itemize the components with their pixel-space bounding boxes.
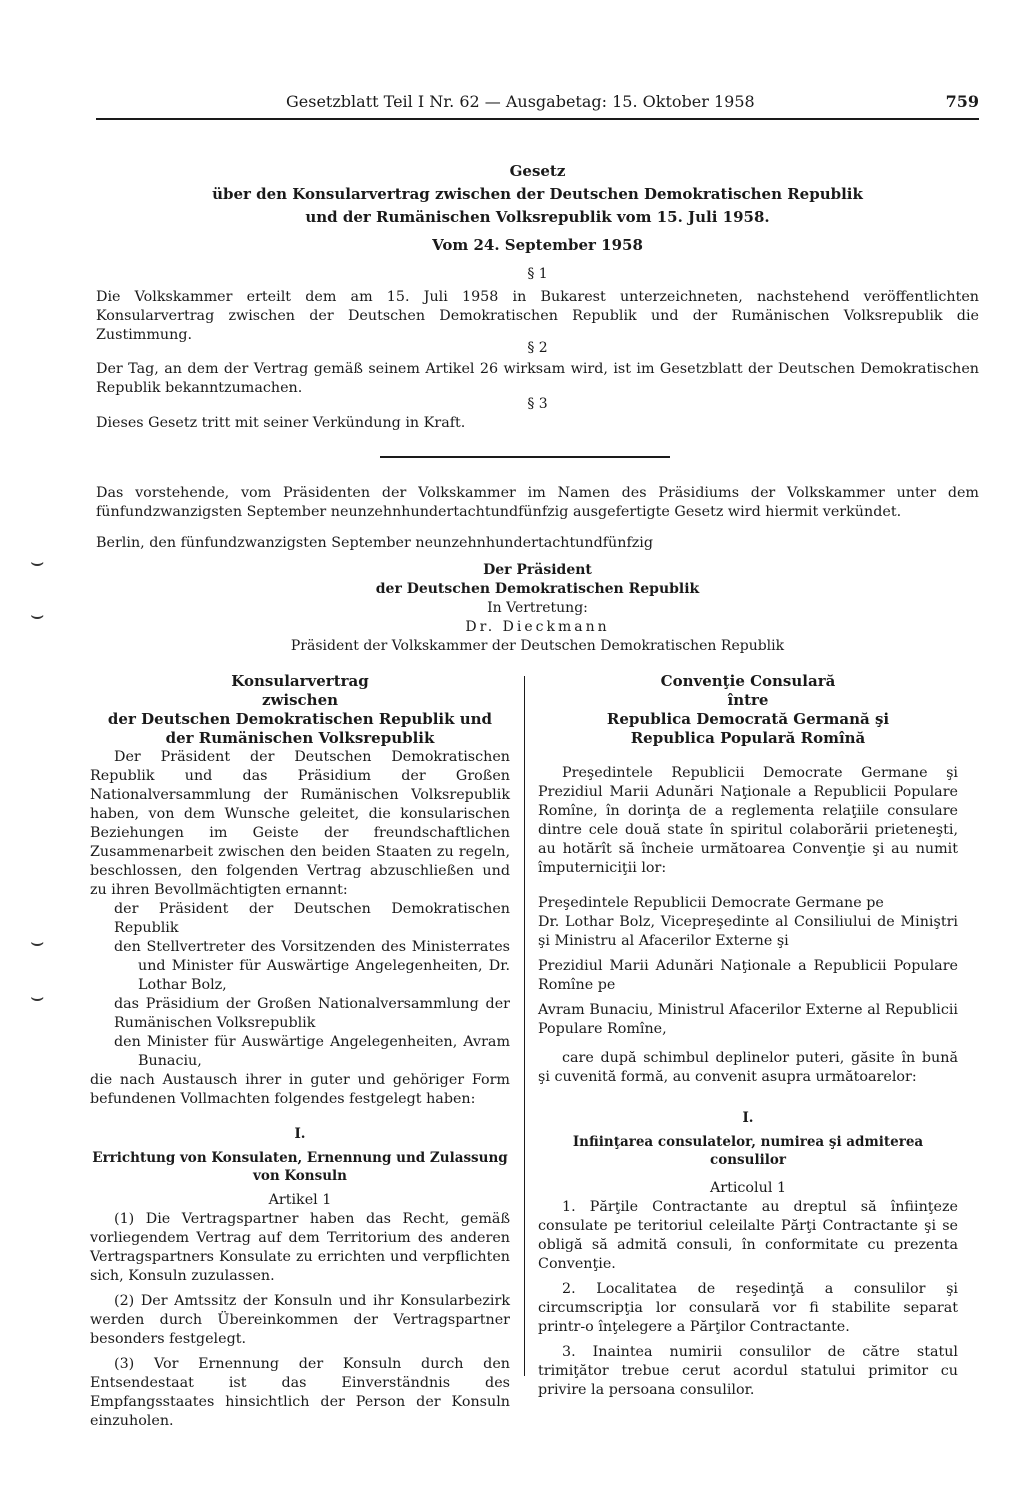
- romanian-plenipotentiary-2: Prezidiul Marii Adunări Naţionale a Republicii Populare Romîne pe: [538, 958, 958, 993]
- running-title: Gesetzblatt Teil I Nr. 62 — Ausgabetag: 15. Oktober 1958: [286, 92, 755, 111]
- separator-rule: [380, 456, 670, 458]
- column-divider: [524, 676, 525, 1376]
- romanian-title-2: între: [727, 691, 769, 709]
- german-closing: die nach Austausch ihrer in guter und gehöriger Form befundenen Vollmachten folgendes festgelegt haben:: [90, 1072, 510, 1107]
- german-plenipotentiary-1: der Präsident der Deutschen Demokratischen Republik: [114, 901, 510, 936]
- romanian-closing: care după schimbul deplinelor puteri, găsite în bună şi cuvenită formă, au convenit asupra următoarelor:: [538, 1050, 958, 1085]
- romanian-plenipotentiary-1-name: Dr. Lothar Bolz, Vicepreşedinte al Consiliului de Miniştri şi Ministru al Afacerilor Externe şi: [538, 914, 958, 949]
- german-column: [90, 672, 510, 1431]
- german-section-title: Errichtung von Konsulaten, Ernennung und Zulassung von Konsuln: [92, 1150, 508, 1184]
- law-title-line2: über den Konsularvertrag zwischen der Deutschen Demokratischen Republik: [212, 185, 863, 203]
- page-header: [96, 88, 979, 120]
- german-plenipotentiary-1-name: den Stellvertreter des Vorsitzenden des Ministerrates und Minister für Auswärtige Angelegenheiten, Dr. Lothar Bolz,: [114, 939, 510, 993]
- romanian-preamble: Preşedintele Republicii Democrate Germane şi Prezidiul Marii Adunări Naţionale a Republicii Populare Romîne, în dorinţa de a reglementa relaţiile consulare dintre cele două state în spiritul colaborării prieteneşti, au hotărît să încheie următoarea Convenţie şi au numit împuterniciţii lor:: [538, 765, 958, 876]
- law-title: [96, 160, 979, 229]
- romanian-title-1: Convenţie Consulară: [660, 672, 836, 690]
- german-article-1-para-1: (1) Die Vertragspartner haben das Recht, gemäß vorliegendem Vertrag auf dem Territorium des anderen Vertragspartners Konsulate zu errichten und verpflichten sich, Konsuln zuzulassen.: [90, 1211, 510, 1284]
- romanian-article-heading: Articolul 1: [709, 1180, 787, 1196]
- law-date: Vom 24. September 1958: [432, 236, 643, 254]
- law-title-line3: und der Rumänischen Volksrepublik vom 15. Juli 1958.: [305, 208, 770, 226]
- romanian-plenipotentiary-1: Preşedintele Republicii Democrate Germane pe: [538, 895, 884, 911]
- section-3-text: Dieses Gesetz tritt mit seiner Verkündung in Kraft.: [96, 415, 466, 431]
- law-title-line1: Gesetz: [509, 162, 566, 180]
- margin-mark: ⌣: [30, 603, 45, 628]
- romanian-section-number: I.: [742, 1110, 754, 1126]
- german-plenipotentiary-2-name: den Minister für Auswärtige Angelegenheiten, Avram Bunaciu,: [114, 1034, 510, 1069]
- page-number: 759: [945, 92, 979, 111]
- german-preamble: Der Präsident der Deutschen Demokratischen Republik und das Präsidium der Großen Nationalversammlung der Rumänischen Volksrepublik haben, von dem Wunsche geleitet, die konsularischen Beziehungen im Geiste der freundschaftlichen Zusammenarbeit zwischen den beiden Staaten zu regeln, beschlossen, den folgenden Vertrag abzuschließen und zu ihren Bevollmächtigten ernannt:: [90, 749, 510, 898]
- signature-block: [96, 561, 979, 656]
- romanian-column: [538, 672, 958, 1400]
- signatory-name: Dr. Dieckmann: [465, 619, 610, 635]
- place-date: Berlin, den fünfundzwanzigsten September neunzehnhundertachtundfünfzig: [96, 535, 654, 551]
- german-title-3: der Deutschen Demokratischen Republik und: [107, 710, 493, 728]
- romanian-section-title: Infiinţarea consulatelor, numirea şi admiterea consulilor: [572, 1134, 924, 1168]
- romanian-article-1-para-1: 1. Părţile Contractante au dreptul să înfiinţeze consulate pe teritoriul celeilalte Părţi Contractante şi se obligă să admită consuli, în conformitate cu prezenta Convenţie.: [538, 1199, 958, 1272]
- section-sign-3: § 3: [527, 396, 548, 412]
- signatory-role: Präsident der Volkskammer der Deutschen Demokratischen Republik: [290, 638, 785, 654]
- german-section-number: I.: [294, 1126, 306, 1142]
- section-2-text: Der Tag, an dem der Vertrag gemäß seinem Artikel 26 wirksam wird, ist im Gesetzblatt der Deutschen Demokratischen Republik bekanntzumachen.: [96, 361, 979, 396]
- section-sign-1: § 1: [527, 266, 548, 282]
- margin-mark: ⌣: [30, 985, 45, 1010]
- german-plenipotentiary-2: das Präsidium der Großen Nationalversammlung der Rumänischen Volksrepublik: [114, 996, 510, 1031]
- romanian-article-1-para-3: 3. Inaintea numirii consulilor de către statul trimiţător trebue cerut acordul statului primitor cu privire la persoana consulilor.: [538, 1344, 958, 1398]
- german-article-1-para-3: (3) Vor Ernennung der Konsuln durch den Entsendestaat ist das Einverständnis des Empfangsstaates hinsichtlich der Person der Konsuln einzuholen.: [90, 1356, 510, 1429]
- german-title-4: der Rumänischen Volksrepublik: [165, 729, 435, 747]
- signature-office: der Deutschen Demokratischen Republik: [375, 581, 700, 597]
- section-sign-2: § 2: [527, 340, 548, 356]
- section-1-text: Die Volkskammer erteilt dem am 15. Juli 1958 in Bukarest unterzeichneten, nachstehend veröffentlichten Konsularvertrag zwischen der Deutschen Demokratischen Republik und der Rumänischen Volksrepublik die Zustimmung.: [96, 289, 979, 343]
- romanian-title-4: Republica Populară Romînă: [630, 729, 866, 747]
- margin-mark: ⌣: [30, 550, 45, 575]
- promulgation-text: Das vorstehende, vom Präsidenten der Volkskammer im Namen des Präsidiums der Volkskammer unter dem fünfundzwanzigsten September neunzehnhundertachtundfünfzig ausgefertigte Gesetz wird hiermit verkündet.: [96, 485, 979, 520]
- german-article-1-para-2: (2) Der Amtssitz der Konsuln und ihr Konsularbezirk werden durch Übereinkommen der Vertragspartner besonders festgelegt.: [90, 1293, 510, 1347]
- german-article-heading: Artikel 1: [268, 1192, 332, 1208]
- german-title-2: zwischen: [261, 691, 339, 709]
- margin-mark: ⌣: [30, 930, 45, 955]
- signature-title: Der Präsident: [483, 562, 592, 578]
- romanian-plenipotentiary-2-name: Avram Bunaciu, Ministrul Afacerilor Externe al Republicii Populare Romîne,: [538, 1002, 958, 1037]
- german-title-1: Konsularvertrag: [231, 672, 369, 690]
- romanian-title-3: Republica Democrată Germană şi: [606, 710, 890, 728]
- romanian-article-1-para-2: 2. Localitatea de reşedinţă a consulilor şi circumscripţia lor consulară vor fi stabilite separat printr-o înţelegere a Părţilor Contractante.: [538, 1281, 958, 1335]
- signature-deputy-label: In Vertretung:: [487, 600, 588, 616]
